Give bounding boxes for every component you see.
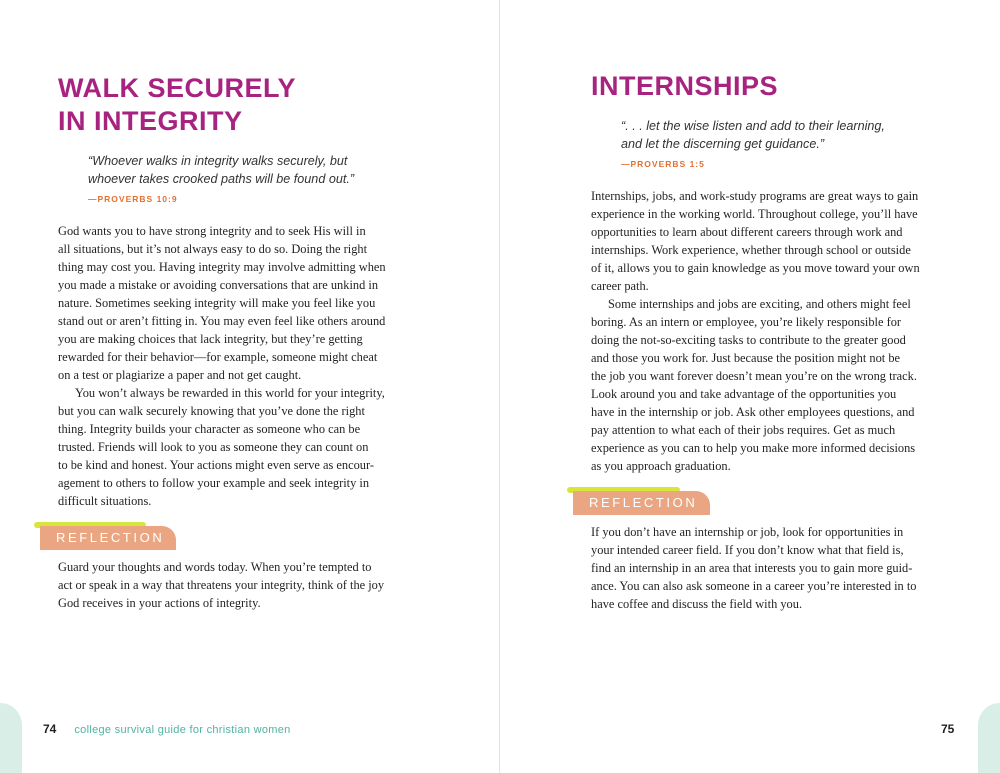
body-line: agement to others to follow your example and seek integrity in [58,476,370,490]
right-footer [941,720,954,738]
body-line: of it, allows you to gain knowledge as you move toward your own [591,261,920,275]
body-line: pay attention to what each of their jobs requires. Get as much [591,423,896,437]
reflection-line: find an internship in an area that interests you to gain more guid- [591,561,913,575]
body-line: as you approach graduation. [591,459,731,473]
right-page-title [591,70,778,103]
body-line: rewarded for their behavior—for example, someone might cheat [58,350,378,364]
right-page [500,0,1000,773]
body-line: Look around you and take advantage of the opportunities you [591,387,897,401]
title-line: WALK SECURELY [58,73,297,103]
left-page-title [58,72,296,138]
body-line: you made a mistake or avoiding conversations that are unkind in [58,278,379,292]
reflection-line: have coffee and discuss the field with you. [591,597,803,611]
page-corner-tab [0,703,22,773]
right-reflection-header [567,487,711,514]
left-reflection-text [58,558,384,612]
reflection-line: If you don’t have an internship or job, look for opportunities in [591,525,904,539]
body-line: experience as you can to help you make more informed decisions [591,441,916,455]
body-line: all situations, but it’s not always easy to do so. Doing the right [58,242,368,256]
body-line: internships. Work experience, whether through school or outside [591,243,911,257]
epigraph-line: and let the discerning get guidance.” [621,137,825,151]
left-body-text [58,222,386,510]
body-line: the job you want forever doesn’t mean you’re on the wrong track. [591,369,917,383]
epigraph-source: —PROVERBS 10:9 [88,194,178,204]
body-line: and those you work for. Just because the position might not be [591,351,901,365]
body-line: doing the not-so-exciting tasks to contribute to the greater good [591,333,906,347]
reflection-line: act or speak in a way that threatens your integrity, think of the joy [58,578,385,592]
body-line: career path. [591,279,649,293]
body-line: thing may cost you. Having integrity may involve admitting when [58,260,386,274]
body-line: Internships, jobs, and work-study programs are great ways to gain [591,189,919,203]
running-head: college survival guide for christian women [74,724,291,736]
epigraph-line: “. . . let the wise listen and add to their learning, [621,119,885,133]
reflection-tab: REFLECTION [573,491,710,515]
body-line: opportunities to learn about different careers through work and [591,225,903,239]
reflection-line: Guard your thoughts and words today. When you’re tempted to [58,560,372,574]
right-body-text [591,187,920,475]
reflection-tab: REFLECTION [40,526,176,550]
left-footer [43,720,291,738]
body-line: you are making choices that lack integrity, but they’re getting [58,332,363,346]
epigraph-line: whoever takes crooked paths will be found out.” [88,172,355,186]
left-reflection-header [34,522,176,549]
body-line: Some internships and jobs are exciting, and others might feel [608,297,911,311]
body-line: have in the internship or job. Ask other employees questions, and [591,405,915,419]
body-line: but you can walk securely knowing that you’ve done the right [58,404,365,418]
page-corner-tab [978,703,1000,773]
body-line: God wants you to have strong integrity and to seek His will in [58,224,366,238]
epigraph-source: —PROVERBS 1:5 [621,159,705,169]
title-line: INTERNSHIPS [591,71,779,101]
reflection-line: God receives in your actions of integrity. [58,596,261,610]
title-line: IN INTEGRITY [58,106,243,136]
body-line: difficult situations. [58,494,152,508]
reflection-line: ance. You can also ask someone in a career you’re interested in to [591,579,917,593]
body-line: on a test or plagiarize a paper and not get caught. [58,368,302,382]
right-epigraph [621,117,885,173]
body-line: nature. Sometimes seeking integrity will make you feel like you [58,296,376,310]
reflection-line: your intended career field. If you don’t know what that field is, [591,543,904,557]
page-number: 75 [941,722,955,736]
left-epigraph [88,152,354,208]
right-reflection-text [591,523,916,613]
epigraph-line: “Whoever walks in integrity walks securely, but [88,154,348,168]
body-line: stand out or aren’t fitting in. You may even feel like others around [58,314,386,328]
body-line: You won’t always be rewarded in this world for your integrity, [75,386,385,400]
body-line: boring. As an intern or employee, you’re likely responsible for [591,315,902,329]
body-line: thing. Integrity builds your character as someone who can be [58,422,361,436]
page-number: 74 [43,722,57,736]
body-line: trusted. Friends will look to you as someone they can count on [58,440,369,454]
body-line: experience in the working world. Throughout college, you’ll have [591,207,918,221]
body-line: to be kind and honest. Your actions might even serve as encour- [58,458,374,472]
